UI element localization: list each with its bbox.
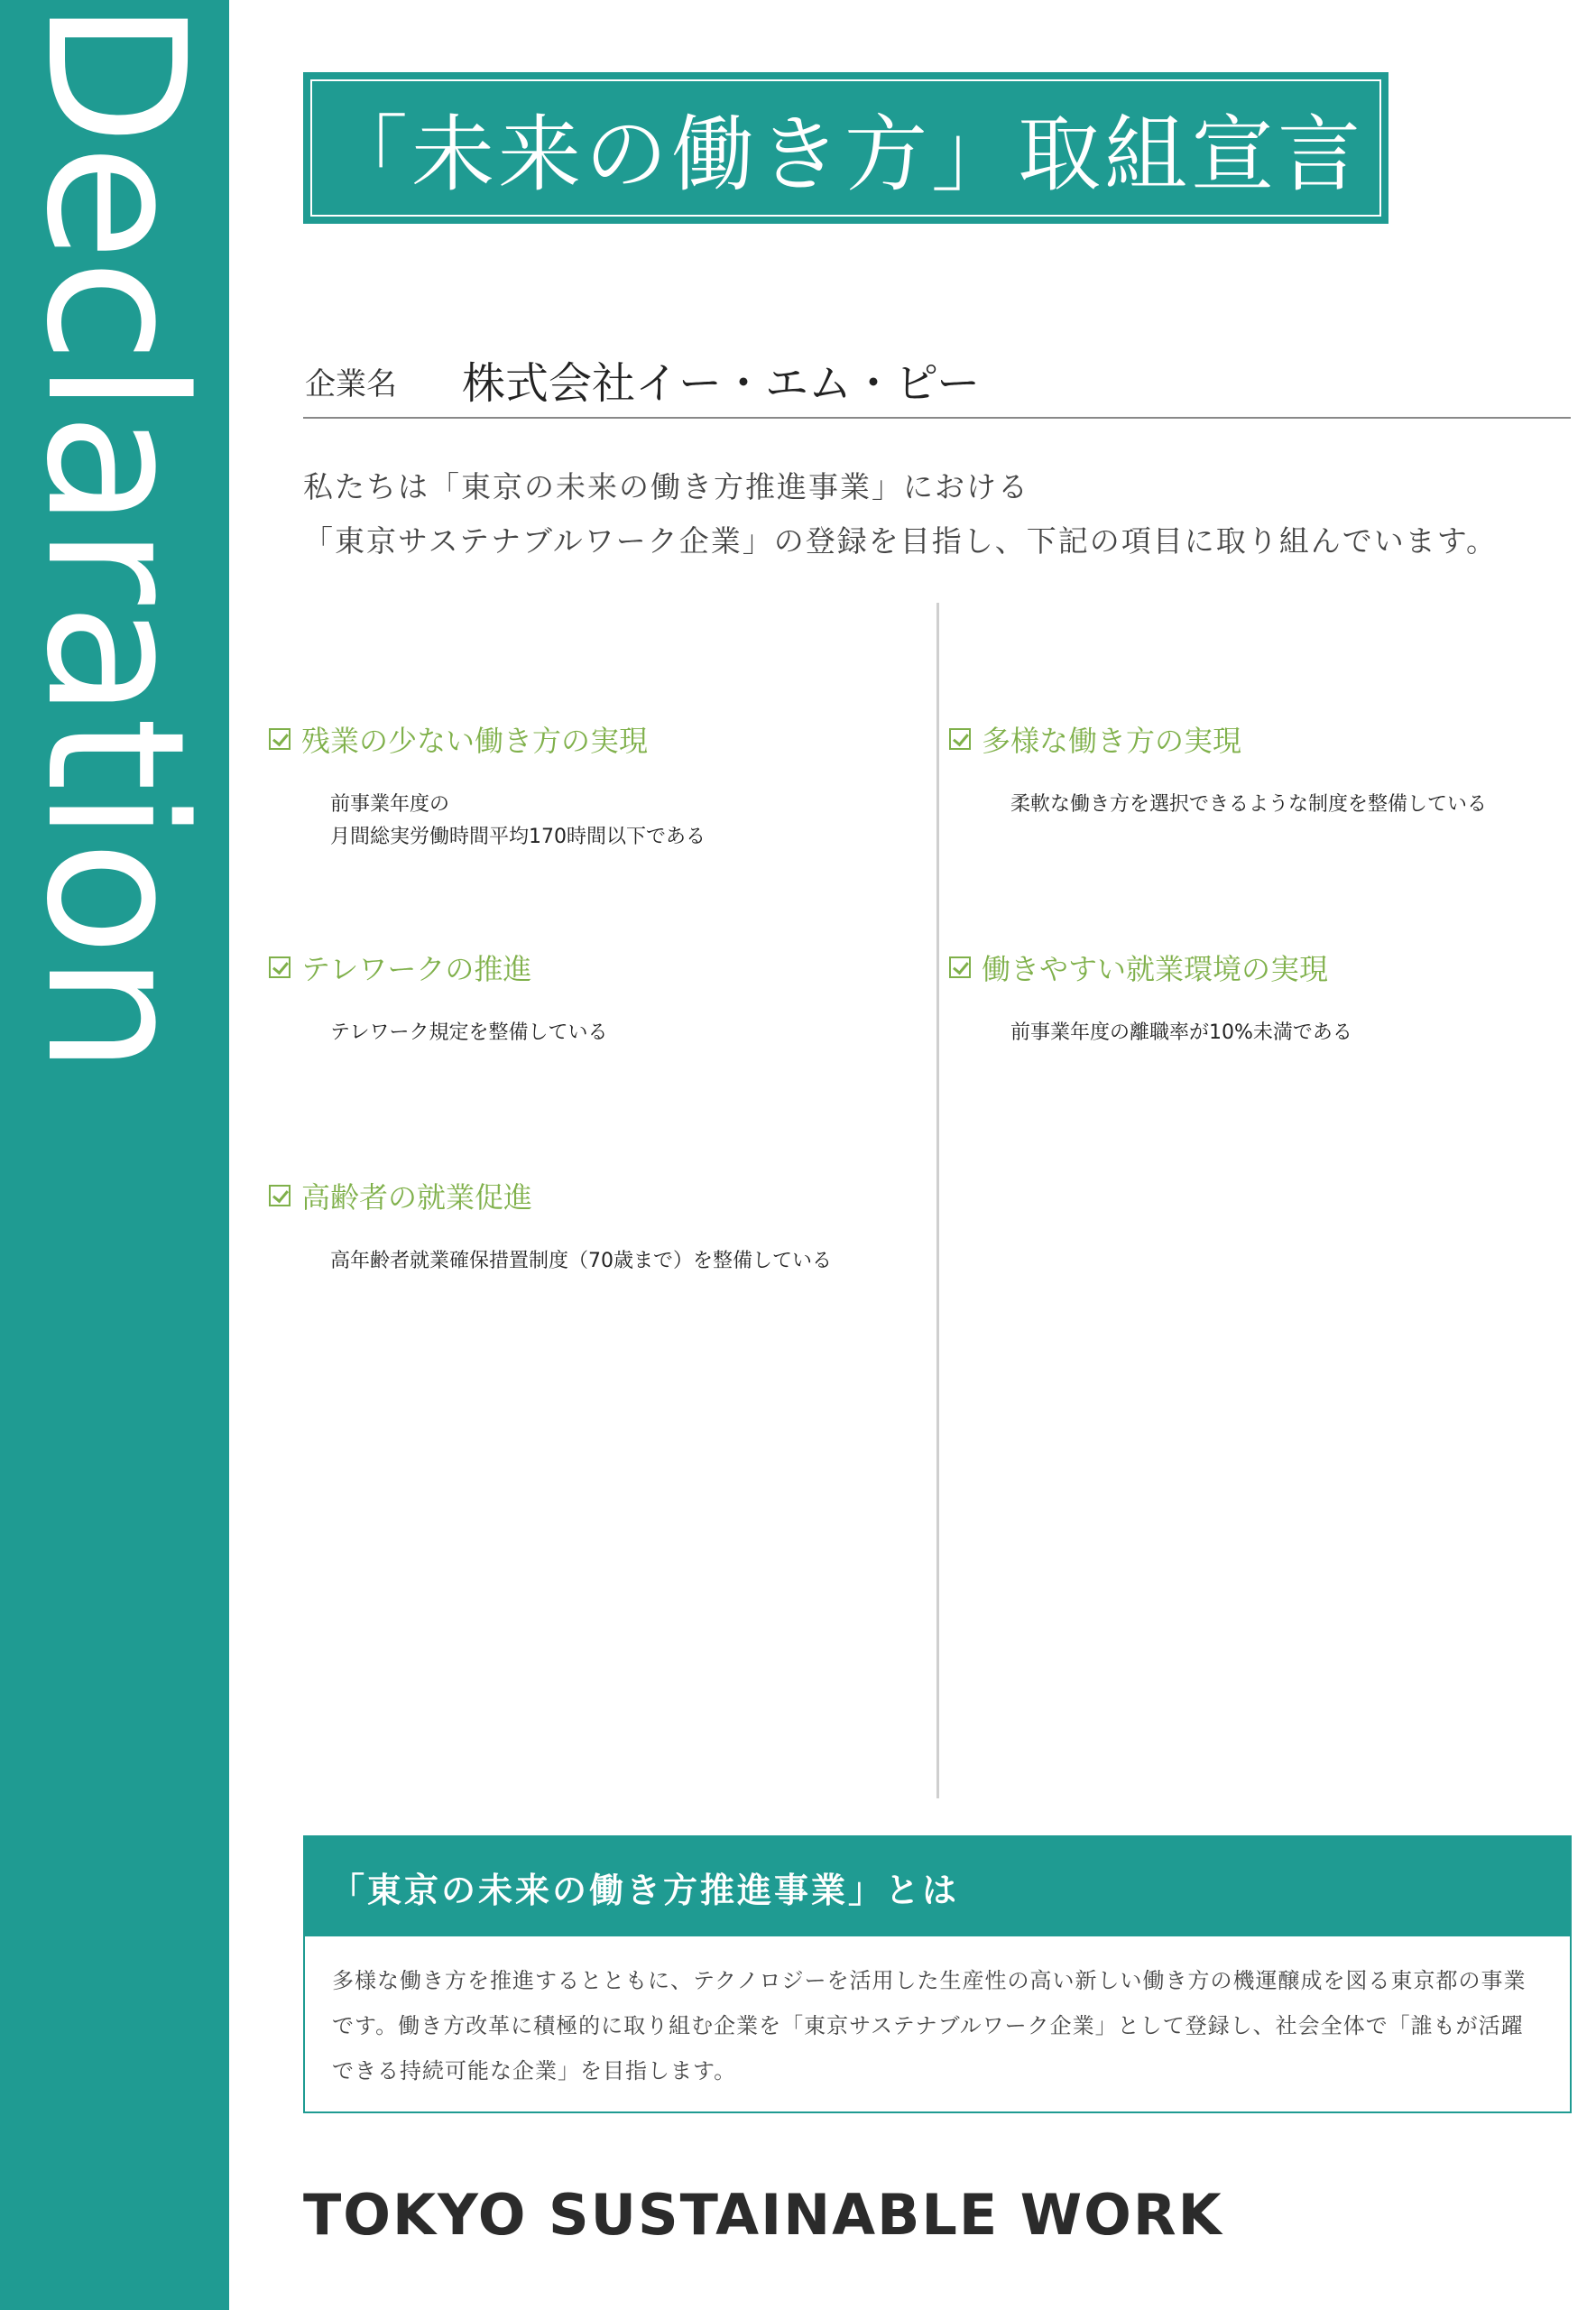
checkbox-icon <box>269 1185 291 1206</box>
about-project-header <box>305 1837 1570 1936</box>
item-description-line: 高年齢者就業確保措置制度（70歳まで）を整備している <box>330 1250 832 1272</box>
item-heading-text: 高齢者の就業促進 <box>301 1180 533 1215</box>
tokyo-sustainable-work-logo <box>303 2182 1223 2248</box>
intro-paragraph <box>303 460 1584 568</box>
checkbox-icon <box>269 728 291 750</box>
about-project-panel <box>303 1835 1572 2113</box>
about-project-body <box>332 1958 1550 2093</box>
item-heading-text: 残業の少ない働き方の実現 <box>301 724 649 758</box>
item-work-environment <box>949 947 1352 1049</box>
item-heading-text: テレワークの推進 <box>301 952 532 986</box>
item-description <box>330 1017 608 1049</box>
company-row <box>303 343 1571 419</box>
item-heading <box>269 1175 832 1216</box>
title-banner <box>303 72 1388 224</box>
intro-line: 「東京サステナブルワーク企業」の登録を目指し、下記の項目に取り組んでいます。 <box>303 523 1499 559</box>
item-heading <box>269 947 608 988</box>
title-frame <box>310 79 1381 217</box>
about-project-line: 多様な働き方を推進するとともに、テクノロジーを活用した生産性の高い新しい働き方の機運醸成を図る東京都の事業 <box>332 1968 1527 1993</box>
checkbox-icon <box>949 728 971 750</box>
item-senior-employment <box>269 1175 832 1278</box>
item-description-line: テレワーク規定を整備している <box>330 1021 608 1044</box>
item-heading <box>949 718 1487 760</box>
logo-word-work: WORK <box>999 2182 1223 2248</box>
company-name: 株式会社イー・エム・ピー <box>462 358 981 409</box>
company-label: 企業名 <box>305 366 397 402</box>
item-heading <box>949 947 1352 988</box>
item-description-line: 月間総実労働時間平均170時間以下である <box>330 826 706 848</box>
item-description-line: 前事業年度の <box>330 793 450 816</box>
item-heading-text: 多様な働き方の実現 <box>982 724 1242 758</box>
item-telework <box>269 947 608 1049</box>
about-project-title: 「東京の未来の働き方推進事業」とは <box>330 1870 960 1910</box>
checkbox-icon <box>949 956 971 978</box>
item-heading <box>269 718 706 760</box>
column-divider <box>936 603 939 1798</box>
item-description <box>1010 789 1487 821</box>
item-overtime <box>269 718 706 854</box>
intro-line: 私たちは「東京の未来の働き方推進事業」における <box>303 469 1029 504</box>
logo-word-tokyo: TOKYO <box>303 2182 549 2248</box>
item-description-line: 柔軟な働き方を選択できるような制度を整備している <box>1010 793 1488 816</box>
page-title: 「未来の働き方」取組宣言 <box>325 106 1365 203</box>
about-project-line: です。働き方改革に積極的に取り組む企業を「東京サステナブルワーク企業」として登録し、社会全体で「誰もが活躍 <box>332 2013 1524 2038</box>
sidebar-declaration-word: Declaration <box>5 0 226 1073</box>
item-description-line: 前事業年度の離職率が10%未満である <box>1010 1021 1352 1044</box>
checkbox-icon <box>269 956 291 978</box>
item-description <box>1010 1017 1352 1049</box>
item-description <box>330 1245 832 1278</box>
logo-word-sustainable: SUSTAINABLE <box>549 2182 1000 2248</box>
item-description <box>330 789 706 854</box>
sidebar-band <box>0 0 229 2310</box>
item-diverse-work <box>949 718 1487 821</box>
item-heading-text: 働きやすい就業環境の実現 <box>982 952 1329 986</box>
about-project-line: できる持続可能な企業」を目指します。 <box>332 2058 737 2084</box>
